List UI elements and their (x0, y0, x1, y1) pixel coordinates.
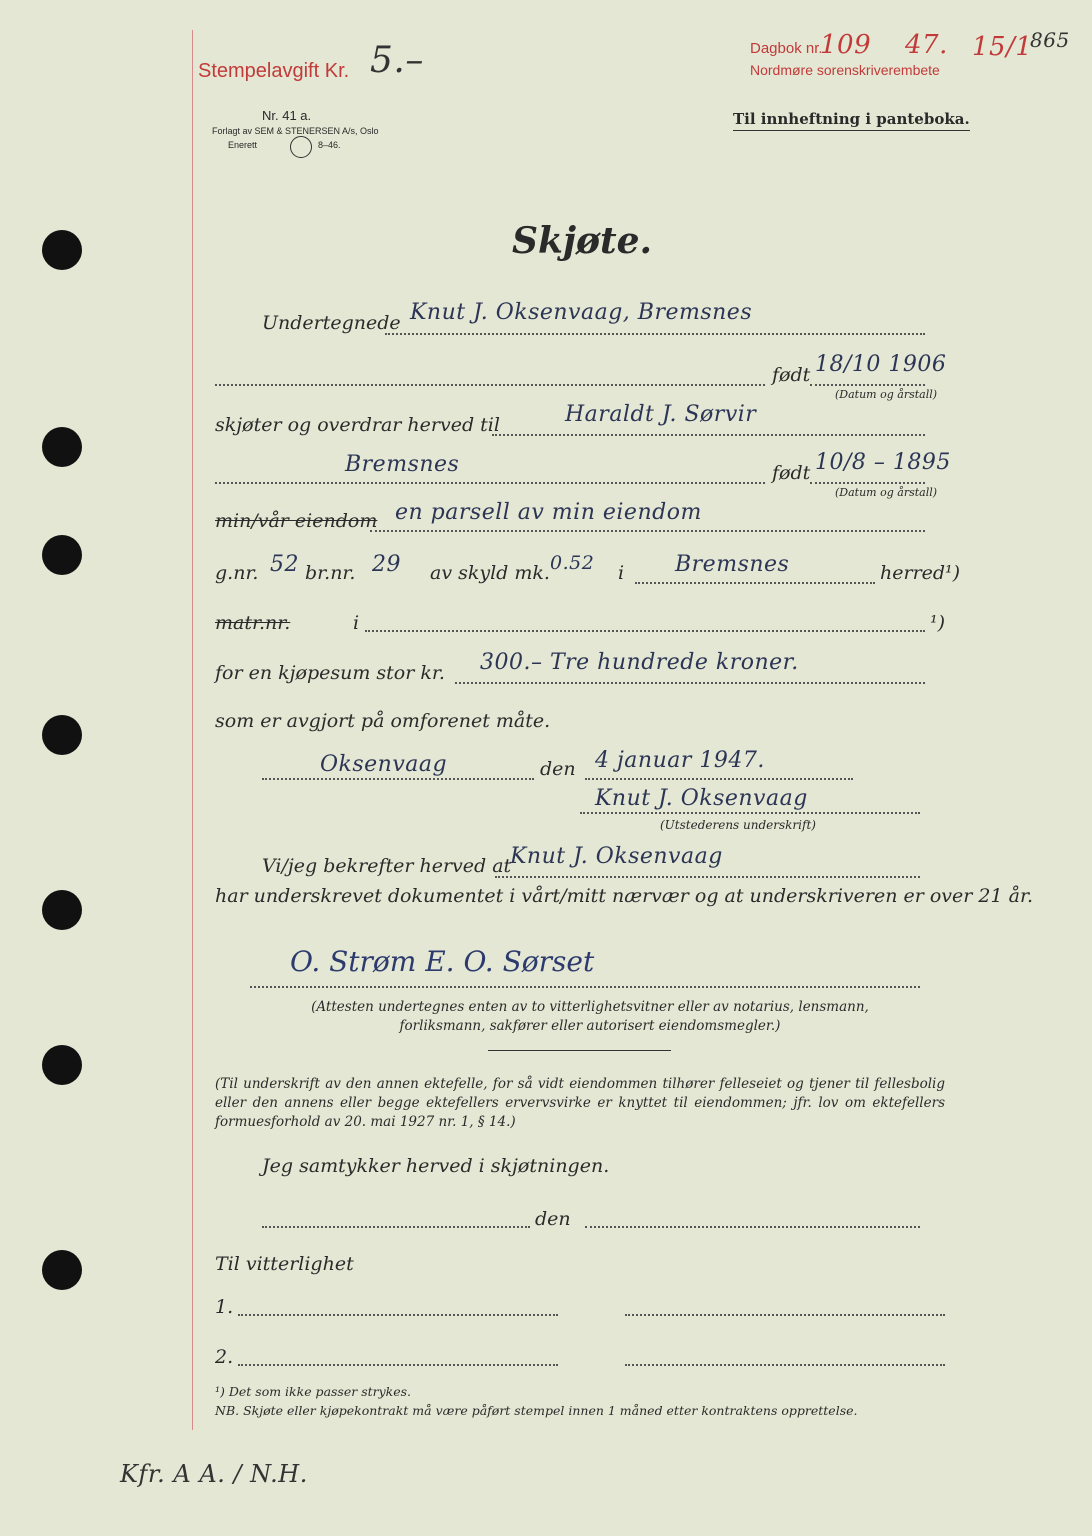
punch-hole (42, 1045, 82, 1085)
witness-1b-line (625, 1314, 945, 1316)
skyld-value: 0.52 (550, 552, 595, 574)
punch-hole (42, 535, 82, 575)
confirm-name: Knut J. Oksenvaag (510, 844, 723, 869)
punch-hole (42, 1250, 82, 1290)
brnr-label: br.nr. (305, 562, 356, 584)
stamp-fee-label: Stempelavgift Kr. (198, 60, 350, 82)
i-label: i (618, 562, 625, 584)
issuer-signature: Knut J. Oksenvaag (595, 786, 808, 811)
witness-2-line (238, 1364, 558, 1366)
filing-note: Til innheftning i panteboka. (733, 110, 970, 131)
consent-date-line (585, 1226, 920, 1228)
herred-value: Bremsnes (675, 552, 790, 577)
date-value: 4 januar 1947. (595, 748, 765, 773)
document-title: Skjøte. (512, 220, 653, 262)
publisher-enerett: Enerett (228, 140, 258, 150)
consent-place-line (262, 1226, 530, 1228)
folio-number: 865 (1030, 28, 1070, 52)
datum-hint-2: (Datum og årstall) (835, 486, 938, 499)
confirm-line (495, 876, 920, 878)
confirm-label: Vi/jeg bekrefter herved at (262, 855, 512, 877)
eiendom-value: en parsell av min eiendom (395, 500, 702, 525)
herred-label: herred¹) (880, 562, 961, 584)
margin-line (192, 30, 193, 1430)
gnr-value: 52 (270, 552, 299, 577)
dagbok-label: Dagbok nr. (750, 40, 823, 57)
matr-end: ¹) (930, 612, 946, 634)
witness-2b-line (625, 1364, 945, 1366)
dagbok-date: 15/1 (972, 32, 1033, 62)
confirm-text: har underskrevet dokumentet i vårt/mitt nærvær og at underskriveren er over 21 år. (215, 885, 1033, 907)
punch-hole (42, 890, 82, 930)
footnote-nb: NB. Skjøte eller kjøpekontrakt må være påført stempel innen 1 måned etter kontraktens opprettelse. (215, 1403, 858, 1418)
seller-birth-line (810, 384, 925, 386)
punch-hole (42, 230, 82, 270)
eiendom-line (370, 530, 925, 532)
witness-signatures: O. Strøm E. O. Sørset (290, 945, 595, 978)
fodt-label: født (772, 364, 811, 386)
witness-line (250, 986, 920, 988)
publisher-logo-icon (290, 136, 312, 158)
place-value: Oksenvaag (320, 752, 448, 777)
witness-1-line (238, 1314, 558, 1316)
witness-label: Til vitterlighet (215, 1253, 354, 1275)
witness-1-label: 1. (215, 1296, 234, 1318)
skyld-label: av skyld mk. (430, 562, 550, 584)
fodt-label-2: født (772, 462, 811, 484)
brnr-value: 29 (372, 552, 401, 577)
attest-note: (Attesten undertegnes enten av to vitterlighetsvitner eller av notarius, lensmann, forliksmann, sakfører eller autorisert eiendomsmegler.) (311, 999, 869, 1034)
consent-text: Jeg samtykker herved i skjøtningen. (262, 1155, 610, 1177)
buyer-place-line (215, 482, 765, 484)
seller-birth: 18/10 1906 (815, 352, 947, 377)
price-line (455, 682, 925, 684)
eiendom-label: min/vår eiendom (215, 510, 378, 532)
buyer-place: Bremsnes (345, 452, 460, 477)
price-label: for en kjøpesum stor kr. (215, 662, 445, 684)
footnote-1: ¹) Det som ikke passer strykes. (215, 1384, 412, 1399)
spouse-note: (Til underskrift av den annen ektefelle, for så vidt eiendommen tilhører felleseiet og tjener til fellesbolig eller den annens eller begge ektefellers ervervsvirke er knyttet til eiendommen; jfr. lov om ektefellers formuesforhold av 20. mai 1927 nr. 1, § 14.) (215, 1076, 945, 1130)
undertegnede-line (385, 333, 925, 335)
punch-hole (42, 715, 82, 755)
publisher-date: 8–46. (318, 140, 341, 150)
issuer-hint: (Utstederens underskrift) (660, 818, 816, 832)
punch-hole (42, 427, 82, 467)
dagbok-number: 109 (820, 30, 872, 60)
consent-den-label: den (535, 1208, 571, 1230)
herred-line (635, 582, 875, 584)
stamp-fee-value: 5.– (370, 40, 424, 81)
settled-text: som er avgjort på omforenet måte. (215, 710, 551, 732)
price-value: 300.– Tre hundrede kroner. (480, 650, 799, 675)
date-line (585, 778, 853, 780)
matr-i: i (353, 612, 360, 634)
dagbok-year: 47. (905, 30, 948, 60)
place-line (262, 778, 534, 780)
office-name: Nordmøre sorenskriverembete (750, 62, 940, 78)
transfer-label: skjøter og overdrar herved til (215, 414, 500, 436)
section-divider (488, 1050, 671, 1051)
issuer-signature-line (580, 812, 920, 814)
seller-extra-line (215, 384, 765, 386)
buyer-birth: 10/8 – 1895 (815, 450, 951, 475)
gnr-label: g.nr. (215, 562, 259, 584)
form-number: Nr. 41 a. (262, 108, 312, 123)
witness-2-label: 2. (215, 1346, 234, 1368)
seller-name: Knut J. Oksenvaag, Bremsnes (410, 300, 753, 325)
den-label: den (540, 758, 576, 780)
buyer-name: Haraldt J. Sørvir (565, 402, 757, 427)
datum-hint: (Datum og årstall) (835, 388, 938, 401)
matr-label: matr.nr. (215, 612, 291, 634)
buyer-birth-line (810, 482, 925, 484)
buyer-line (492, 434, 925, 436)
publisher-line: Forlagt av SEM & STENERSEN A/s, Oslo (212, 126, 379, 136)
bottom-note: Kfr. A A. / N.H. (120, 1460, 308, 1488)
undertegnede-label: Undertegnede (262, 312, 401, 334)
matr-line (365, 630, 925, 632)
